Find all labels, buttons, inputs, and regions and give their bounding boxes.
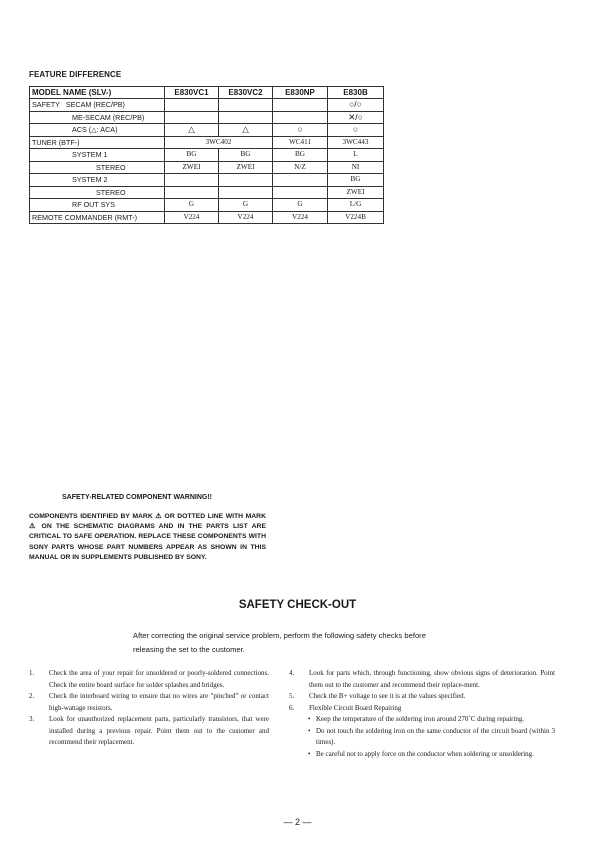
header-e830vc1: E830VC1 [165,87,219,99]
table-row [30,199,384,212]
list-item [289,703,555,715]
item-number: 2. [29,692,35,700]
warning-title: SAFETY-RELATED COMPONENT WARNING!! [62,494,212,501]
item-text: Look for parts which, through functioning, show obvious signs of deterioration. Point them out to the customer and recommend their replace-ment. [309,669,555,689]
table-cell [273,99,328,112]
header-e830b: E830B [328,87,384,99]
table-row [30,124,384,137]
table-row [30,149,384,162]
safety-check-intro: After correcting the original service problem, perform the following safety checks before releasing the set to the customer. [133,631,426,654]
item-number: 5. [289,692,295,700]
table-cell: L [328,149,384,162]
safety-check-title: SAFETY CHECK-OUT [238,599,357,611]
table-header-row [30,87,384,99]
bullet-text: Be careful not to apply force on the conductor when soldering or unsoldering. [316,749,534,758]
bullet-item [289,749,555,761]
item-text: Check the interboard wiring to ensure that no wires are "pinched" or contact high-wattage resistors. [49,692,269,712]
table-cell: V224B [328,211,384,224]
bullet-mark: • [308,726,311,735]
item-text: Look for unauthorized replacement parts, particularly transistors, that were installed during a previous repair. Point them out to the customer and recommend their replacement. [49,715,269,746]
row-label-stereo2: STEREO [30,186,165,199]
bullet-item [289,714,555,726]
item-number: 4. [289,669,295,677]
table-cell [165,186,219,199]
table-cell: BG [219,149,273,162]
table-cell: G [273,199,328,212]
table-cell: ZWEI [219,161,273,174]
item-number: 3. [29,715,35,723]
bullet-item [289,726,555,749]
row-label-me-secam: ME-SECAM (REC/PB) [30,111,165,124]
table-cell [165,174,219,187]
row-label-safety-secam: SAFETY SECAM (REC/PB) [30,99,165,112]
table-cell: G [219,199,273,212]
warning-text: COMPONENTS IDENTIFIED BY MARK ⚠ OR DOTTED LINE WITH MARK ⚠ ON THE SCHEMATIC DIAGRAMS AND IN THE PARTS LIST ARE CRITICAL TO SAFE OPERATION. REPLACE THESE COMPONENTS WITH SONY PARTS WHOSE PART NUMBERS APPEAR AS SHOWN IN THIS MANUAL OR IN SUPPLEMENTS PUBLISHED BY SONY. [29,513,266,561]
row-label-remote: REMOTE COMMANDER (RMT-) [30,211,165,224]
list-item [289,691,555,703]
feature-difference-table [29,86,384,224]
table-cell: BG [273,149,328,162]
row-label-rf-out: RF OUT SYS [30,199,165,212]
table-cell [165,99,219,112]
table-cell [273,186,328,199]
page-number: — 2 — [283,817,312,827]
table-cell: ZWEI [328,186,384,199]
table-row [30,99,384,112]
table-cell: ZWEI [165,161,219,174]
header-e830np: E830NP [273,87,328,99]
table-row [30,111,384,124]
table-row [30,161,384,174]
row-label-acs: ACS (△: ACA) [30,124,165,137]
table-cell: ○ [328,124,384,137]
table-cell: ○/○ [328,99,384,112]
table-cell: ✕/○ [328,111,384,124]
table-cell: N/Z [273,161,328,174]
table-cell: 3WC402 [165,136,273,149]
table-cell: NI [328,161,384,174]
table-cell [165,111,219,124]
table-cell: ○ [273,124,328,137]
header-e830vc2: E830VC2 [219,87,273,99]
row-label-tuner: TUNER (BTF-) [30,136,165,149]
table-cell [273,111,328,124]
bullet-mark: • [308,715,311,723]
table-cell [219,186,273,199]
row-label-stereo1: STEREO [30,161,165,174]
table-cell: V224 [165,211,219,224]
checklist-left-column [29,668,269,749]
table-cell [219,99,273,112]
table-row [30,136,384,149]
checklist-right-column [289,668,555,760]
header-model-name: MODEL NAME (SLV-) [30,87,165,99]
item-number: 1. [29,669,35,677]
table-cell [219,174,273,187]
table-cell: G [165,199,219,212]
table-cell: △ [219,124,273,137]
item-text: Check the area of your repair for unsoldered or poorly-soldered connections. Check the entire board surface for solder splashes and bridges. [49,669,269,689]
list-item [29,714,269,749]
item-text: Check the B+ voltage to see it is at the values specified. [309,692,466,700]
table-row [30,186,384,199]
table-row [30,174,384,187]
table-cell [273,174,328,187]
list-item [29,668,269,691]
table-cell: L/G [328,199,384,212]
bullet-mark: • [308,749,311,758]
table-cell: WC411 [273,136,328,149]
table-cell: V224 [219,211,273,224]
list-item [29,691,269,714]
bullet-text: Keep the temperature of the soldering iron around 270˚C during repairing. [316,715,525,723]
table-cell: BG [165,149,219,162]
row-label-system2: SYSTEM 2 [30,174,165,187]
table-cell [219,111,273,124]
item-text: Flexible Circuit Board Repairing [309,703,402,712]
feature-difference-title: FEATURE DIFFERENCE [29,70,122,79]
row-label-system1: SYSTEM 1 [30,149,165,162]
item-number: 6. [289,703,295,712]
table-cell: 3WC443 [328,136,384,149]
list-item [289,668,555,691]
table-cell: BG [328,174,384,187]
table-row [30,211,384,224]
table-cell: △ [165,124,219,137]
table-cell: V224 [273,211,328,224]
bullet-text: Do not touch the soldering iron on the same conductor of the circuit board (within 3 times). [316,726,555,746]
